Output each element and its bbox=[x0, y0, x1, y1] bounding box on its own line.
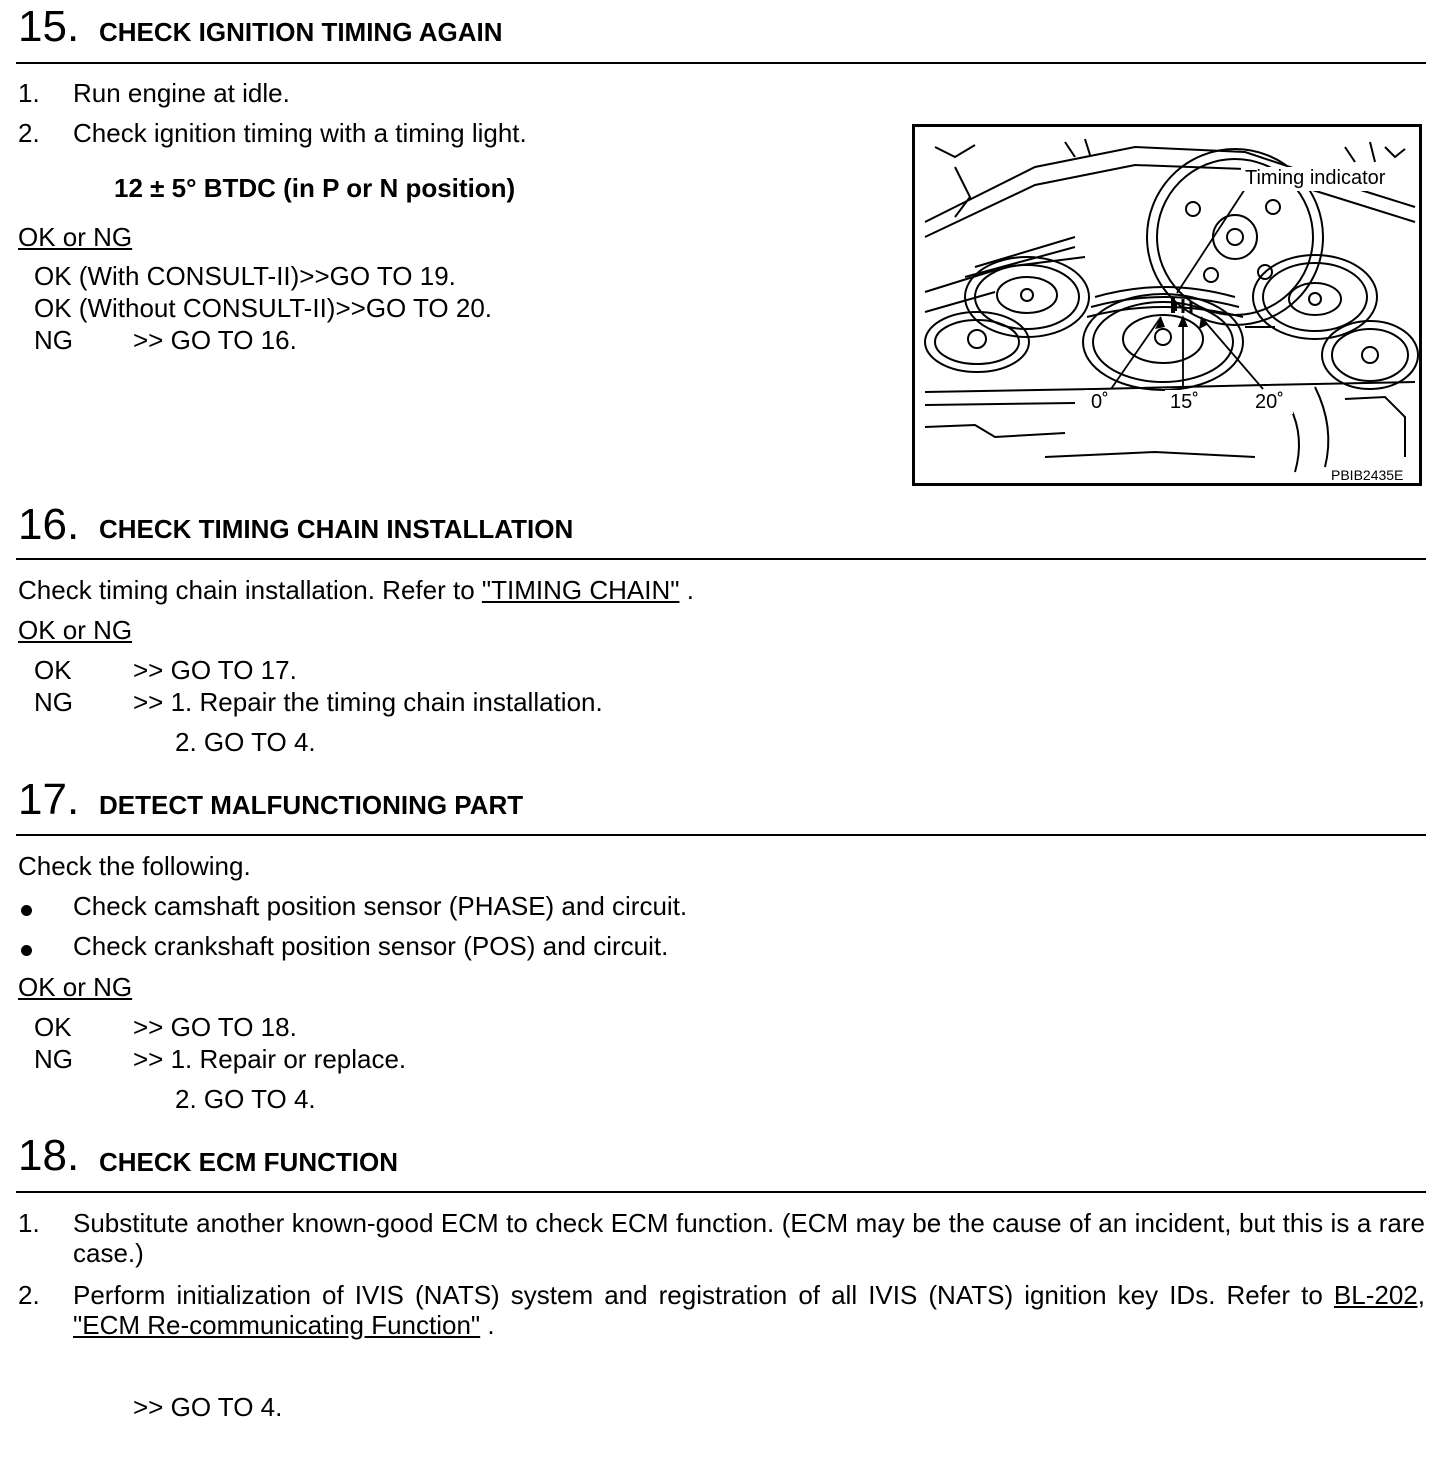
s18-step2-end: . bbox=[480, 1310, 495, 1340]
s18-step1-number: 1. bbox=[18, 1208, 40, 1238]
section-17-divider bbox=[16, 834, 1426, 836]
s15-step1-text: Run engine at idle. bbox=[73, 78, 290, 108]
s17-ok-label: OK bbox=[34, 1012, 72, 1042]
timing-illustration bbox=[912, 124, 1422, 486]
section-17-number: 17. bbox=[18, 775, 80, 824]
figure-code: PBIB2435E bbox=[1331, 467, 1404, 483]
s15-step2-text: Check ignition timing with a timing light. bbox=[73, 118, 527, 148]
section-16-divider bbox=[16, 558, 1426, 560]
s16-body-end: . bbox=[679, 575, 694, 605]
section-17-title: DETECT MALFUNCTIONING PART bbox=[99, 790, 524, 820]
s15-timing-spec: 12 ± 5° BTDC (in P or N position) bbox=[114, 173, 516, 203]
section-18-divider bbox=[16, 1191, 1426, 1193]
s18-step2-number: 2. bbox=[18, 1280, 40, 1310]
s16-ng-value: >> 1. Repair the timing chain installation. bbox=[133, 687, 603, 717]
s17-ng-label: NG bbox=[34, 1044, 73, 1074]
timing-indicator-label: Timing indicator bbox=[1245, 167, 1386, 189]
s16-ng-label: NG bbox=[34, 687, 73, 717]
s17-ok-value: >> GO TO 18. bbox=[133, 1012, 297, 1042]
section-15-number: 15. bbox=[18, 2, 80, 51]
s15-step2-number: 2. bbox=[18, 118, 40, 148]
timing-mark-0-label: 0˚ bbox=[1091, 391, 1109, 413]
section-15-title: CHECK IGNITION TIMING AGAIN bbox=[99, 17, 503, 47]
s18-step1-text: Substitute another known-good ECM to check ECM function. (ECM may be the cause of an incident, but this is a rare case.) bbox=[73, 1208, 1425, 1268]
s15-result-ng-label: NG bbox=[34, 325, 73, 355]
section-15-divider bbox=[16, 62, 1426, 64]
s17-bullet-1: Check camshaft position sensor (PHASE) and circuit. bbox=[73, 891, 688, 921]
s17-bullet-2: Check crankshaft position sensor (POS) and circuit. bbox=[73, 931, 669, 961]
s16-body-text: Check timing chain installation. Refer to bbox=[18, 575, 482, 605]
s17-ng-value: >> 1. Repair or replace. bbox=[133, 1044, 407, 1074]
section-16-title: CHECK TIMING CHAIN INSTALLATION bbox=[99, 514, 574, 544]
s16-ok-or-ng-heading: OK or NG bbox=[18, 615, 133, 645]
s18-step2-body: Perform initialization of IVIS (NATS) system and registration of all IVIS (NATS) ignition key IDs. Refer to bbox=[73, 1280, 1334, 1310]
s18-result: >> GO TO 4. bbox=[133, 1392, 283, 1422]
s18-step2-text bbox=[73, 1280, 1425, 1340]
section-18-title: CHECK ECM FUNCTION bbox=[99, 1147, 398, 1177]
s15-result-ok-consult: OK (With CONSULT-II)>>GO TO 19. bbox=[34, 261, 456, 291]
s17-intro: Check the following. bbox=[18, 851, 251, 881]
section-16-number: 16. bbox=[18, 500, 80, 549]
s15-ok-or-ng-heading: OK or NG bbox=[18, 222, 133, 252]
s17-ng-value-2: 2. GO TO 4. bbox=[175, 1084, 316, 1114]
s16-body bbox=[18, 575, 694, 605]
bullet-icon bbox=[21, 945, 32, 956]
section-18-number: 18. bbox=[18, 1131, 80, 1180]
s16-ng-value-2: 2. GO TO 4. bbox=[175, 727, 316, 757]
timing-mark-15-label: 15˚ bbox=[1170, 391, 1199, 413]
s16-ok-label: OK bbox=[34, 655, 72, 685]
bullet-icon bbox=[21, 905, 32, 916]
timing-chain-link[interactable]: "TIMING CHAIN" bbox=[481, 575, 680, 605]
ecm-recommunicating-link[interactable]: BL-202, "ECM Re-communicating Function" bbox=[73, 1280, 1425, 1340]
s17-ok-or-ng-heading: OK or NG bbox=[18, 972, 133, 1002]
s16-ok-value: >> GO TO 17. bbox=[133, 655, 297, 685]
s15-step1-number: 1. bbox=[18, 78, 40, 108]
s15-result-ok-no-consult: OK (Without CONSULT-II)>>GO TO 20. bbox=[34, 293, 493, 323]
timing-mark-20-label: 20˚ bbox=[1255, 391, 1284, 413]
s15-result-ng-value: >> GO TO 16. bbox=[133, 325, 297, 355]
